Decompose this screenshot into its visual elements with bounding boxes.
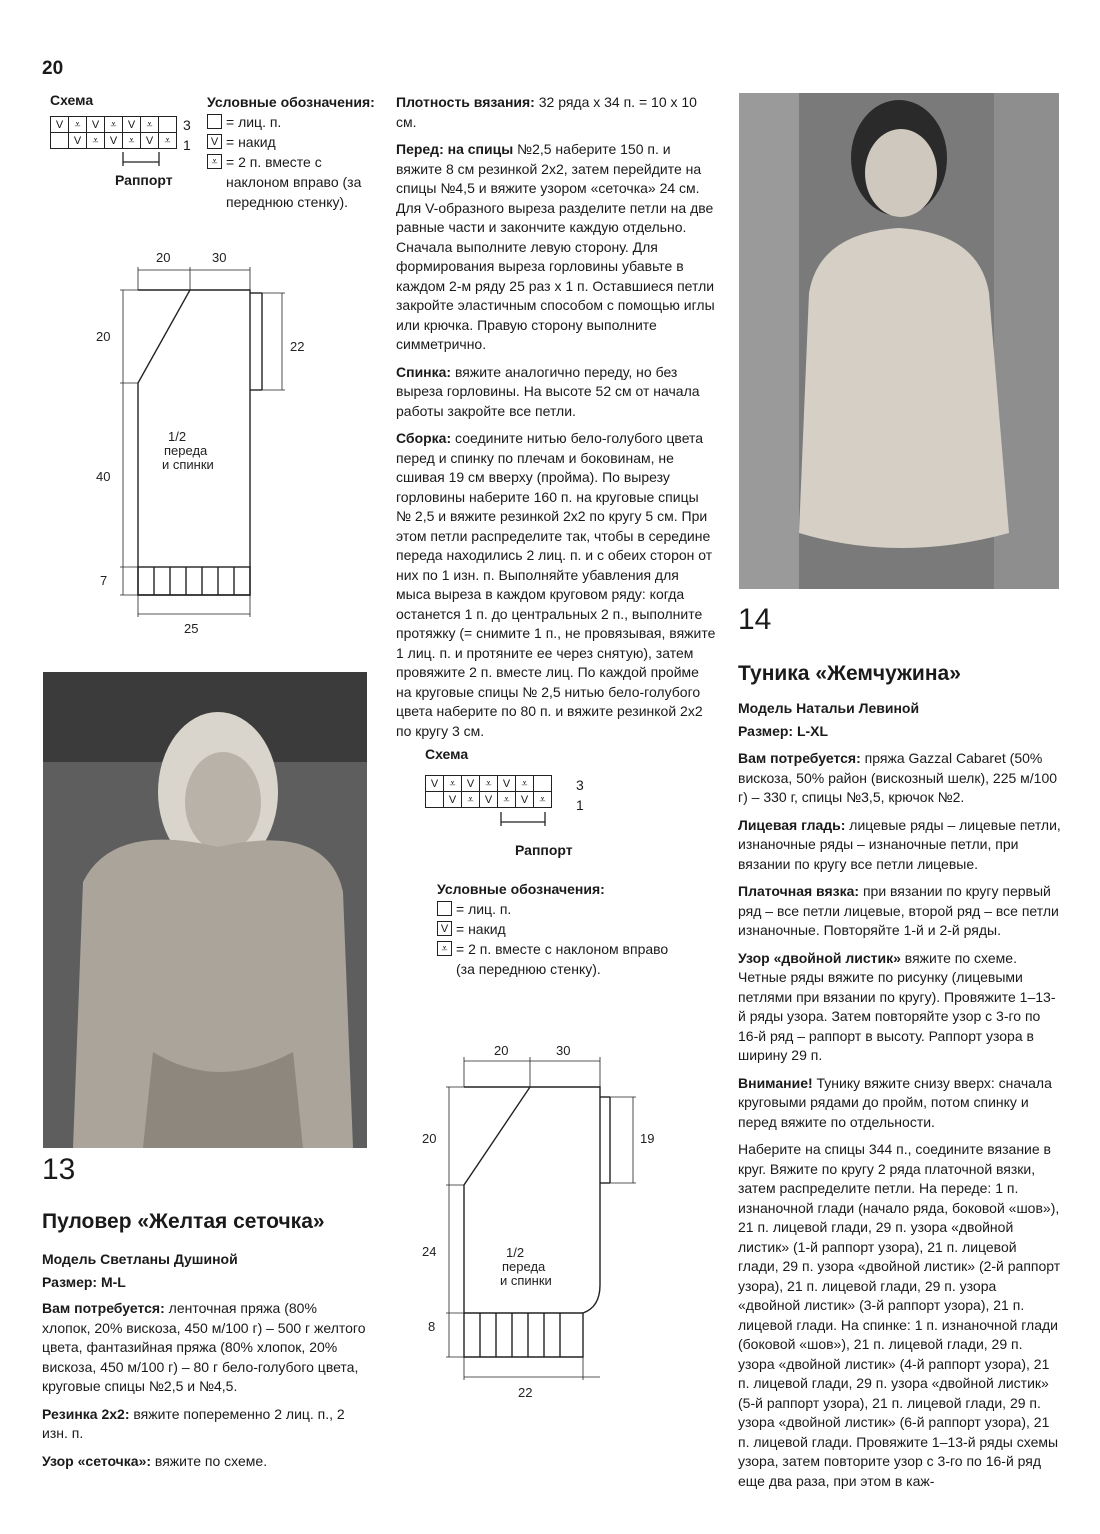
author-pullover: Модель Светланы Душиной	[42, 1251, 238, 1267]
k2tog-symbol: ⩡	[437, 941, 452, 956]
rapport-label: Раппорт	[115, 172, 173, 188]
grid-cell: V	[123, 117, 141, 133]
legend-item: ⩡ = 2 п. вместе с наклоном вправо (за переднюю стенку).	[207, 152, 379, 212]
instructions-tunic	[738, 749, 1061, 1499]
dim-top-b: 30	[212, 250, 227, 265]
dim-bottom: 22	[518, 1385, 533, 1400]
legend-item: V = накид	[437, 919, 672, 939]
grid-cell: ⩡	[498, 792, 516, 808]
model-number-14: 14	[738, 603, 772, 636]
paragraph	[738, 816, 1061, 875]
dim-top-a: 20	[156, 250, 171, 265]
schema-label: Схема	[50, 92, 94, 108]
row-labels-2	[576, 775, 584, 815]
paragraph-text: вяжите аналогично переду, но без выреза горловины. На высоте 52 см от начала работы закройте все петли.	[396, 363, 700, 419]
woman-in-tunic-image	[739, 93, 1059, 589]
paragraph-text: №2,5 наберите 150 п. и вяжите 8 см резинкой 2х2, затем перейдите на спицы №4,5 и вяжите узором «сеточка» 24 см. Для V-образного выреза разделите петли на две равные части и закончите каждую отдельно. Сначала выполните левую сторону. Для формирования выреза горловины убавьте в каждом 2-м ряду 25 раз х 1 п. Оставшиеся петли закройте эластичным способом с помощью иглы или крючка. Правую сторону выполните симметрично.	[396, 141, 715, 352]
stitch-chart	[50, 116, 177, 149]
diagram-label: и спинки	[500, 1273, 552, 1288]
legend-2	[437, 879, 672, 979]
dim-top-a: 20	[494, 1043, 509, 1058]
grid-cell: V	[462, 776, 480, 792]
paragraph-text: лицевые ряды – лицевые петли, изнаночные ряды – изнаночные петли, при вязании по кругу все петли лицевые.	[738, 816, 1061, 872]
yarn-over-symbol: V	[207, 134, 222, 149]
grid-cell	[51, 133, 69, 149]
page-number: 20	[42, 58, 64, 79]
woman-in-pullover-image	[43, 672, 367, 1148]
photo-pullover	[43, 672, 367, 1148]
legend	[207, 92, 379, 212]
paragraph-text: Наберите на спицы 344 п., соедините вязание в круг. Вяжите по кругу 2 ряда платочной вязки, затем распределите петли. На переде: 1 п. изнаночной глади (начало ряда, боковой «шов»), 21 п. лицевой глади, 29 п. узора «двойной листик» (1-й раппорт узора), 21 п. лицевой глади, 29 п. узора «двойной листик» (2-й раппорт узора), 21 п. лицевой глади, 29 п. узора «двойной листик» (3-й раппорт узора), 21 п. лицевой глади. На спинке: 1 п. изнаночной глади (боковой «шов»), 21 п. лицевой глади, 29 п. узора «двойной листик» (4-й раппорт узора), 21 п. лицевой глади, 29 п. узора «двойной листик» (5-й раппорт узора), 21 п. лицевой глади, 29 п. узора «двойной листик» (6-й раппорт узора), 21 п. лицевой глади. Провяжите 1–13-й ряды схемы узора, затем повторите узор с 3-го по 16-й ряд еще два раза, при этом в каж-	[738, 1141, 1061, 1489]
dim-bottom: 25	[184, 621, 199, 636]
grid-cell: V	[87, 117, 105, 133]
materials-pullover	[42, 1299, 368, 1479]
author-tunic: Модель Натальи Левиной	[738, 700, 920, 716]
grid-cell: ⩡	[480, 776, 498, 792]
dim-left-upper: 20	[96, 329, 111, 344]
grid-cell: V	[516, 792, 534, 808]
grid-row	[426, 776, 552, 792]
legend-item: = лиц. п.	[207, 112, 379, 132]
grid-cell: V	[51, 117, 69, 133]
instructions-pullover	[396, 93, 716, 749]
paragraph	[42, 1405, 368, 1444]
row-label: 1	[576, 797, 584, 813]
paragraph-text: вяжите по схеме.	[151, 1452, 268, 1469]
garment-diagram	[90, 245, 320, 640]
paragraph-text: пряжа Gazzal Cabaret (50% вискоза, 50% район (вискозный шелк), 225 м/100 г) – 330 г, спицы №3,5, крючок №2.	[738, 750, 1058, 805]
schema-label-2: Схема	[425, 746, 469, 762]
grid-cell: ⩡	[462, 792, 480, 808]
dim-left-lower: 40	[96, 469, 111, 484]
dim-top-b: 30	[556, 1043, 571, 1058]
size-tunic: Размер: L-XL	[738, 723, 829, 739]
row-label: 1	[183, 137, 191, 153]
grid-cell: V	[105, 133, 123, 149]
dim-right: 22	[290, 339, 305, 354]
dim-left-upper: 20	[422, 1131, 437, 1146]
model-number-13: 13	[42, 1153, 76, 1186]
grid-cell: ⩡	[516, 776, 534, 792]
legend-item: V = накид	[207, 132, 379, 152]
photo-tunic	[739, 93, 1059, 589]
grid-cell: ⩡	[444, 776, 462, 792]
grid-cell: V	[444, 792, 462, 808]
diagram-label: и спинки	[162, 457, 214, 472]
dim-left-bottom: 8	[428, 1319, 436, 1334]
diagram-label: 1/2	[506, 1245, 525, 1260]
k2tog-symbol: ⩡	[207, 154, 222, 169]
grid-cell: V	[141, 133, 159, 149]
grid-cell: ⩡	[123, 133, 141, 149]
paragraph-text: ленточная пряжа (80% хлопок, 20% вискоза, 450 м/100 г) – 500 г желтого цвета, фантазийная пряжа (80% хлопок, 20% вискоза, 450 м/100 г) – 80 г бело-голубого цвета, круговые спицы №2,5 и №4,5.	[42, 1300, 366, 1394]
paragraph-text: вяжите попеременно 2 лиц. п., 2 изн. п.	[42, 1405, 345, 1441]
grid-cell: ⩡	[87, 133, 105, 149]
grid-cell: ⩡	[141, 117, 159, 133]
grid-cell	[534, 776, 552, 792]
grid-row	[51, 133, 177, 149]
grid-row	[426, 792, 552, 808]
paragraph-heading: Лицевая гладь:	[738, 816, 846, 833]
paragraph	[396, 429, 716, 741]
paragraph-heading: Спинка:	[396, 363, 452, 380]
paragraph-heading: Плотность вязания:	[396, 94, 535, 110]
legend-title: Условные обозначения:	[207, 94, 375, 110]
rapport-label-2: Раппорт	[515, 842, 573, 858]
paragraph	[396, 93, 716, 132]
title-pullover: Пуловер «Желтая сеточка»	[42, 1210, 325, 1233]
paragraph-heading: Узор «двойной листик»	[738, 949, 901, 966]
knit-stitch-symbol	[437, 901, 452, 916]
paragraph-heading: Резинка 2х2:	[42, 1405, 130, 1422]
paragraph-heading: Вам потребуется:	[738, 750, 861, 766]
grid-cell	[159, 117, 177, 133]
diagram-label: переда	[164, 443, 208, 458]
diagram-label: 1/2	[168, 429, 187, 444]
paragraph-heading: Перед: на спицы	[396, 141, 514, 157]
paragraph-text: вяжите по схеме. Четные ряды вяжите по рисунку (лицевыми петлями при вязании по кругу). Провяжите 1–13-й ряды узора. Затем повторяйте узор с 3-го по 16-й ряд – раппорт в высоту. Раппорт узора в ширину 29 п.	[738, 949, 1056, 1063]
grid-cell: ⩡	[69, 117, 87, 133]
dim-left-lower: 24	[422, 1244, 437, 1259]
paragraph	[738, 1074, 1061, 1133]
yarn-over-symbol: V	[437, 921, 452, 936]
paragraph	[738, 1140, 1061, 1491]
grid-cell: ⩡	[159, 133, 177, 149]
paragraph-text: при вязании по кругу первый ряд – все петли лицевые, второй ряд – все петли изнаночные. Повторяйте 1-й и 2-й ряды.	[738, 883, 1059, 938]
legend-title: Условные обозначения:	[437, 881, 605, 897]
paragraph-text: Тунику вяжите снизу вверх: сначала круговыми рядами до пройм, потом спинку и перед вяжите по отдельности.	[738, 1074, 1052, 1130]
paragraph	[738, 949, 1061, 1066]
paragraph	[738, 749, 1061, 808]
paragraph-heading: Узор «сеточка»:	[42, 1452, 152, 1469]
grid-cell: V	[480, 792, 498, 808]
paragraph	[42, 1299, 368, 1397]
dim-left-bottom: 7	[100, 573, 108, 588]
paragraph-heading: Внимание!	[738, 1074, 813, 1091]
grid-cell: ⩡	[534, 792, 552, 808]
row-label: 3	[576, 777, 584, 793]
paragraph	[396, 140, 716, 355]
paragraph-heading: Платочная вязка:	[738, 883, 860, 899]
paragraph-text: 32 ряда х 34 п. = 10 х 10 см.	[396, 94, 697, 130]
paragraph-text: соедините нитью бело-голубого цвета перед и спинку по плечам и боковинам, не сшивая 19 см вверху (пройма). По вырезу горловины наберите 160 п. на круговые спицы № 2,5 и вяжите резинкой 2х2 по кругу 5 см. При этом петли распределите так, чтобы в середине переда находились 2 лиц. п. и с обеих сторон от них по 1 изн. п. Выполняйте убавления для мыса выреза в каждом круговом ряду: когда останется 1 п. до центральных 2 п., выполните протяжку (= снимите 1 п., не провязывая, вяжите 1 лиц. п. и протяните ее через снятую), затем провяжите 2 п. вместе лиц. По каждой пройме на круговые спицы № 2,5 нитью бело-голубого цвета наберите по 80 п. и вяжите резинкой 2х2 по кругу 3 см.	[396, 430, 716, 739]
dim-right: 19	[640, 1131, 655, 1146]
grid-cell	[426, 792, 444, 808]
grid-cell: ⩡	[105, 117, 123, 133]
paragraph	[396, 363, 716, 422]
paragraph	[738, 882, 1061, 941]
paragraph-heading: Сборка:	[396, 430, 452, 446]
stitch-chart-2	[425, 775, 552, 808]
paragraph	[42, 1452, 368, 1472]
row-label: 3	[183, 117, 191, 133]
paragraph-heading: Вам потребуется:	[42, 1300, 165, 1316]
grid-cell: V	[426, 776, 444, 792]
title-tunic: Туника «Жемчужина»	[738, 662, 961, 685]
diagram-label: переда	[502, 1259, 546, 1274]
grid-cell: V	[69, 133, 87, 149]
rapport-bracket-2	[425, 812, 575, 837]
garment-diagram-2	[418, 1035, 678, 1405]
stitch-grid	[425, 775, 552, 808]
stitch-grid	[50, 116, 177, 149]
knit-stitch-symbol	[207, 114, 222, 129]
row-labels	[183, 115, 191, 155]
legend-item: ⩡ = 2 п. вместе с наклоном вправо (за переднюю стенку).	[437, 939, 672, 979]
grid-row	[51, 117, 177, 133]
grid-cell: V	[498, 776, 516, 792]
legend-item: = лиц. п.	[437, 899, 672, 919]
size-pullover: Размер: M-L	[42, 1274, 126, 1290]
